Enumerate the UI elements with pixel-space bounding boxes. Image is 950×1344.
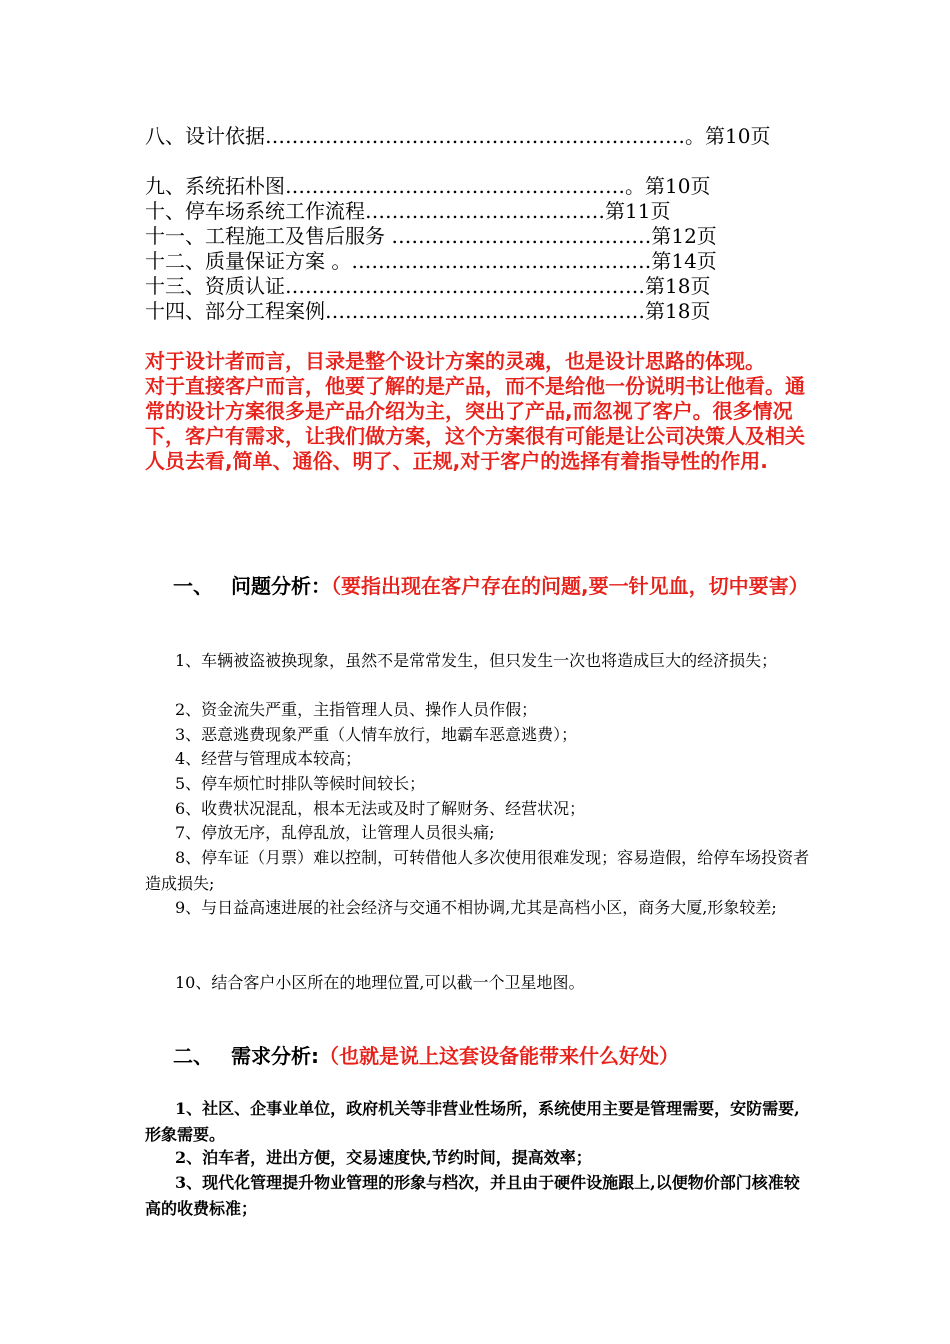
list-item: 1、车辆被盗被换现象，虽然不是常常发生，但只发生一次也将造成巨大的经济损失；: [175, 651, 778, 670]
section-note: （也就是说上这套设备能带来什么好处）: [319, 1044, 679, 1068]
section-title: 需求分析:: [231, 1044, 319, 1068]
list-item: 3、恶意逃费现象严重（人情车放行，地霸车恶意逃费）；: [175, 725, 578, 744]
section-heading-problem-analysis: [173, 573, 813, 627]
section-note: （要指出现在客户存在的问题,要一针见血，切中要害）: [331, 574, 809, 598]
toc-entry-11: 十一、工程施工及售后服务 …………………………………第12页: [145, 224, 717, 248]
list-item: 10、结合客户小区所在的地理位置,可以截一个卫星地图。: [175, 973, 585, 992]
list-item: 4、经营与管理成本较高；: [175, 749, 362, 768]
list-item: 2、资金流失严重，主指管理人员、操作人员作假；: [175, 700, 538, 719]
section-heading-needs-analysis: [173, 1043, 813, 1071]
list-item: 2、泊车者，进出方便，交易速度快,节约时间，提高效率；: [175, 1148, 592, 1167]
toc-entry-10: 十、停车场系统工作流程………………………………第11页: [145, 199, 671, 223]
list-item: 5、停车烦忙时排队等候时间较长；: [175, 774, 426, 793]
list-item: 3、现代化管理提升物业管理的形象与档次，并且由于硬件设施跟上,以便物价部门核准较高的收费标准；: [145, 1173, 800, 1218]
toc-entry-9: 九、系统拓朴图……………………………………………。第10页: [145, 174, 711, 198]
list-item: 9、与日益高速进展的社会经济与交通不相协调,尤其是高档小区，商务大厦,形象较差;: [175, 898, 777, 917]
list-item: 8、停车证（月票）难以控制，可转借他人多次使用很难发现；容易造假，给停车场投资者造成损失;: [145, 848, 810, 893]
section-title-block: [231, 1043, 831, 1069]
toc-entry-14: 十四、部分工程案例…………………………………………第18页: [145, 299, 711, 323]
section-number: 二、: [173, 1044, 213, 1068]
section-title: 问题分析：: [231, 574, 331, 598]
intro-note: [145, 349, 810, 474]
list-item: 7、停放无序，乱停乱放，让管理人员很头痛;: [175, 823, 495, 842]
section-number: 一、: [173, 574, 213, 598]
intro-paragraph-client: 对于直接客户而言，他要了解的是产品，而不是给他一份说明书让他看。通常的设计方案很多是产品介绍为主，突出了产品,而忽视了客户。很多情况下，客户有需求，让我们做方案，这个方案很有可能是让公司决策人及相关人员去看,简单、通俗、明了、正规,对于客户的选择有着指导性的作用.: [145, 374, 805, 473]
toc-entry-13: 十三、资质认证………………………………………………第18页: [145, 274, 711, 298]
list-item: 1、社区、企事业单位，政府机关等非营业性场所，系统使用主要是管理需要，安防需要,形象需要。: [145, 1099, 800, 1144]
list-item: 6、收费状况混乱，根本无法或及时了解财务、经营状况；: [175, 799, 586, 818]
toc-entry-8: 八、设计依据………………………………………………………。第10页: [145, 124, 771, 148]
section-title-block: [231, 573, 831, 599]
intro-paragraph-designer: 对于设计者而言，目录是整个设计方案的灵魂，也是设计思路的体现。: [145, 349, 765, 373]
toc-entry-12: 十二、质量保证方案 。………………………………………第14页: [145, 249, 717, 273]
